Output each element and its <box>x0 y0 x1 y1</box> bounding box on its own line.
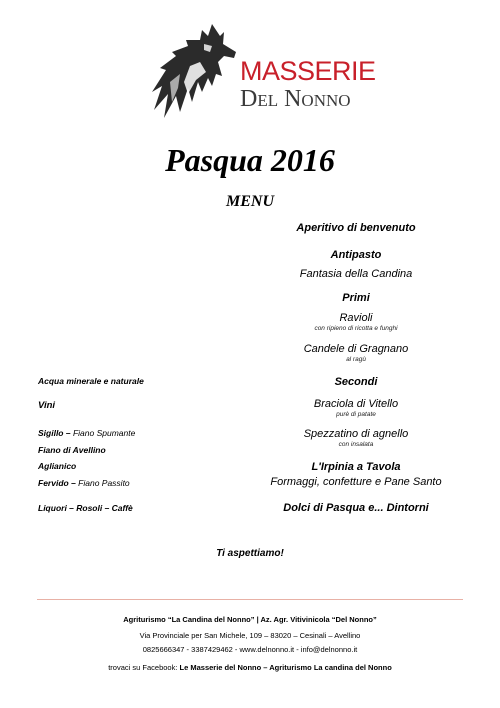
wolf-logo-icon <box>150 22 242 122</box>
footer-business-names: Agriturismo “La Candina del Nonno” | Az. Agr. Vitivinicola “Del Nonno” <box>123 615 377 624</box>
wine-detail: Fiano Passito <box>78 478 130 488</box>
course-primi-dish1: Ravioli <box>339 312 373 324</box>
wine-separator: – <box>68 478 79 488</box>
wine-item <box>38 423 135 441</box>
footer-facebook-page-link[interactable]: Le Masserie del Nonno – Agriturismo La candina del Nonno <box>179 663 392 672</box>
course-secondi-dish2-note: con insalata <box>338 441 374 448</box>
course-secondi-dish1: Braciola di Vitello <box>313 398 399 410</box>
wine-name: Fiano di Avellino <box>38 445 106 455</box>
course-dolci: Dolci di Pasqua e... Dintorni <box>283 502 429 514</box>
course-secondi-dish1-note: purè di patate <box>336 411 376 418</box>
wine-name: Aglianico <box>38 461 77 471</box>
drinks-vini-heading: Vini <box>38 400 56 411</box>
course-secondi-heading: Secondi <box>334 376 378 388</box>
course-irpinia-heading: L'Irpinia a Tavola <box>311 461 401 473</box>
course-primi-dish2-note: al ragù <box>346 356 366 363</box>
wine-name: Fervido <box>38 478 69 488</box>
footer-contacts: 0825666347 - 3387429462 - www.delnonno.it - info@delnonno.it <box>142 645 358 654</box>
footer-address: Via Provinciale per San Michele, 109 – 83020 – Cesinali – Avellino <box>139 631 361 640</box>
footer-divider <box>37 599 463 600</box>
footer-facebook-prefix: trovaci su Facebook: <box>108 663 180 672</box>
footer-facebook <box>0 663 500 672</box>
wine-item <box>38 473 130 491</box>
course-primi-dish2: Candele di Gragnano <box>303 343 409 355</box>
logo-brand-line1: MASSERIE <box>240 56 376 86</box>
drinks-acqua: Acqua minerale e naturale <box>38 376 144 386</box>
menu-heading: MENU <box>225 193 274 210</box>
course-aperitivo: Aperitivo di benvenuto <box>296 222 416 234</box>
course-primi-dish1-note: con ripieno di ricotta e funghi <box>314 325 398 332</box>
wine-separator: – <box>63 428 73 438</box>
page-title: Pasqua 2016 <box>165 142 335 178</box>
course-irpinia-dish: Formaggi, confetture e Pane Santo <box>270 476 442 488</box>
course-antipasto-heading: Antipasto <box>330 249 382 261</box>
course-antipasto-dish: Fantasia della Candina <box>299 268 413 280</box>
wine-item <box>38 456 76 474</box>
wine-name: Sigillo <box>38 428 64 438</box>
drinks-liquori: Liquori – Rosoli – Caffè <box>38 503 133 513</box>
course-primi-heading: Primi <box>342 292 370 304</box>
course-secondi-dish2: Spezzatino di agnello <box>303 428 409 440</box>
logo-brand-line2: Del Nonno <box>240 86 351 112</box>
closing-message: Ti aspettiamo! <box>216 548 284 559</box>
wine-detail: Fiano Spumante <box>72 428 136 438</box>
